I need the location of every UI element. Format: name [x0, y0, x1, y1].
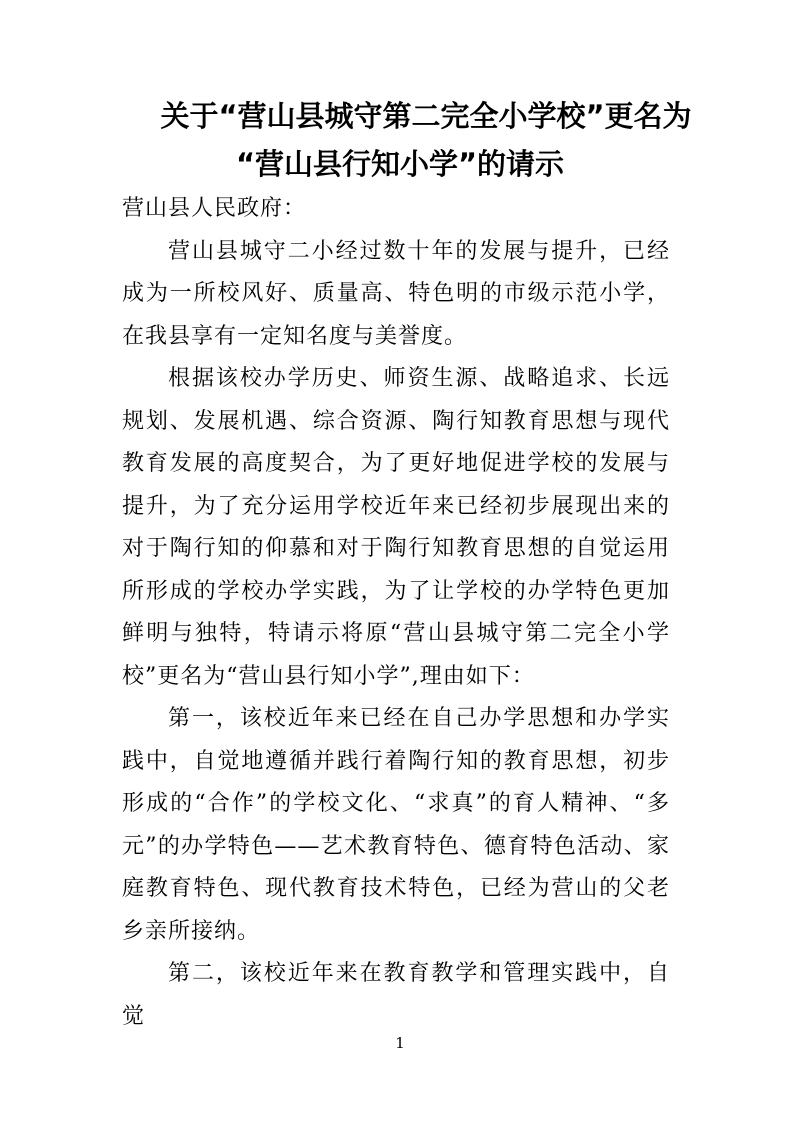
title-line-2: “营山县行知小学”的请示	[235, 147, 565, 181]
paragraph-2: 根据该校办学历史、师资生源、战略追求、长远规划、发展机遇、综合资源、陶行知教育思想与现代教育发展的高度契合，为了更好地促进学校的发展与提升，为了充分运用学校近年来已经初步展现出来的对于陶行知的仰慕和对于陶行知教育思想的自觉运用所形成的学校办学实践，为了让学校的办学特色更加鲜明与独特，特请示将原“营山县城守第二完全小学校”更名为“营山县行知小学”,理由如下：	[122, 366, 670, 689]
paragraph-1: 营山县城守二小经过数十年的发展与提升，已经成为一所校风好、质量高、特色明的市级示范小学，在我县享有一定知名度与美誉度。	[122, 238, 670, 349]
page-number: 1	[395, 1034, 405, 1052]
document-title	[0, 92, 800, 188]
paragraph-3: 第一，该校近年来已经在自己办学思想和办学实践中，自觉地遵循并践行着陶行知的教育思想，初步形成的“合作”的学校文化、“求真”的育人精神、“多元”的办学特色——艺术教育特色、德育特色活动、家庭教育特色、现代教育技术特色，已经为营山的父老乡亲所接纳。	[122, 706, 670, 944]
salutation: 营山县人民政府：	[122, 196, 307, 221]
paragraph-4: 第二，该校近年来在教育教学和管理实践中，自觉	[122, 961, 670, 1029]
document-body	[122, 188, 670, 1038]
title-line-1: 关于“营山县城守第二完全小学校”更名为	[160, 99, 692, 133]
